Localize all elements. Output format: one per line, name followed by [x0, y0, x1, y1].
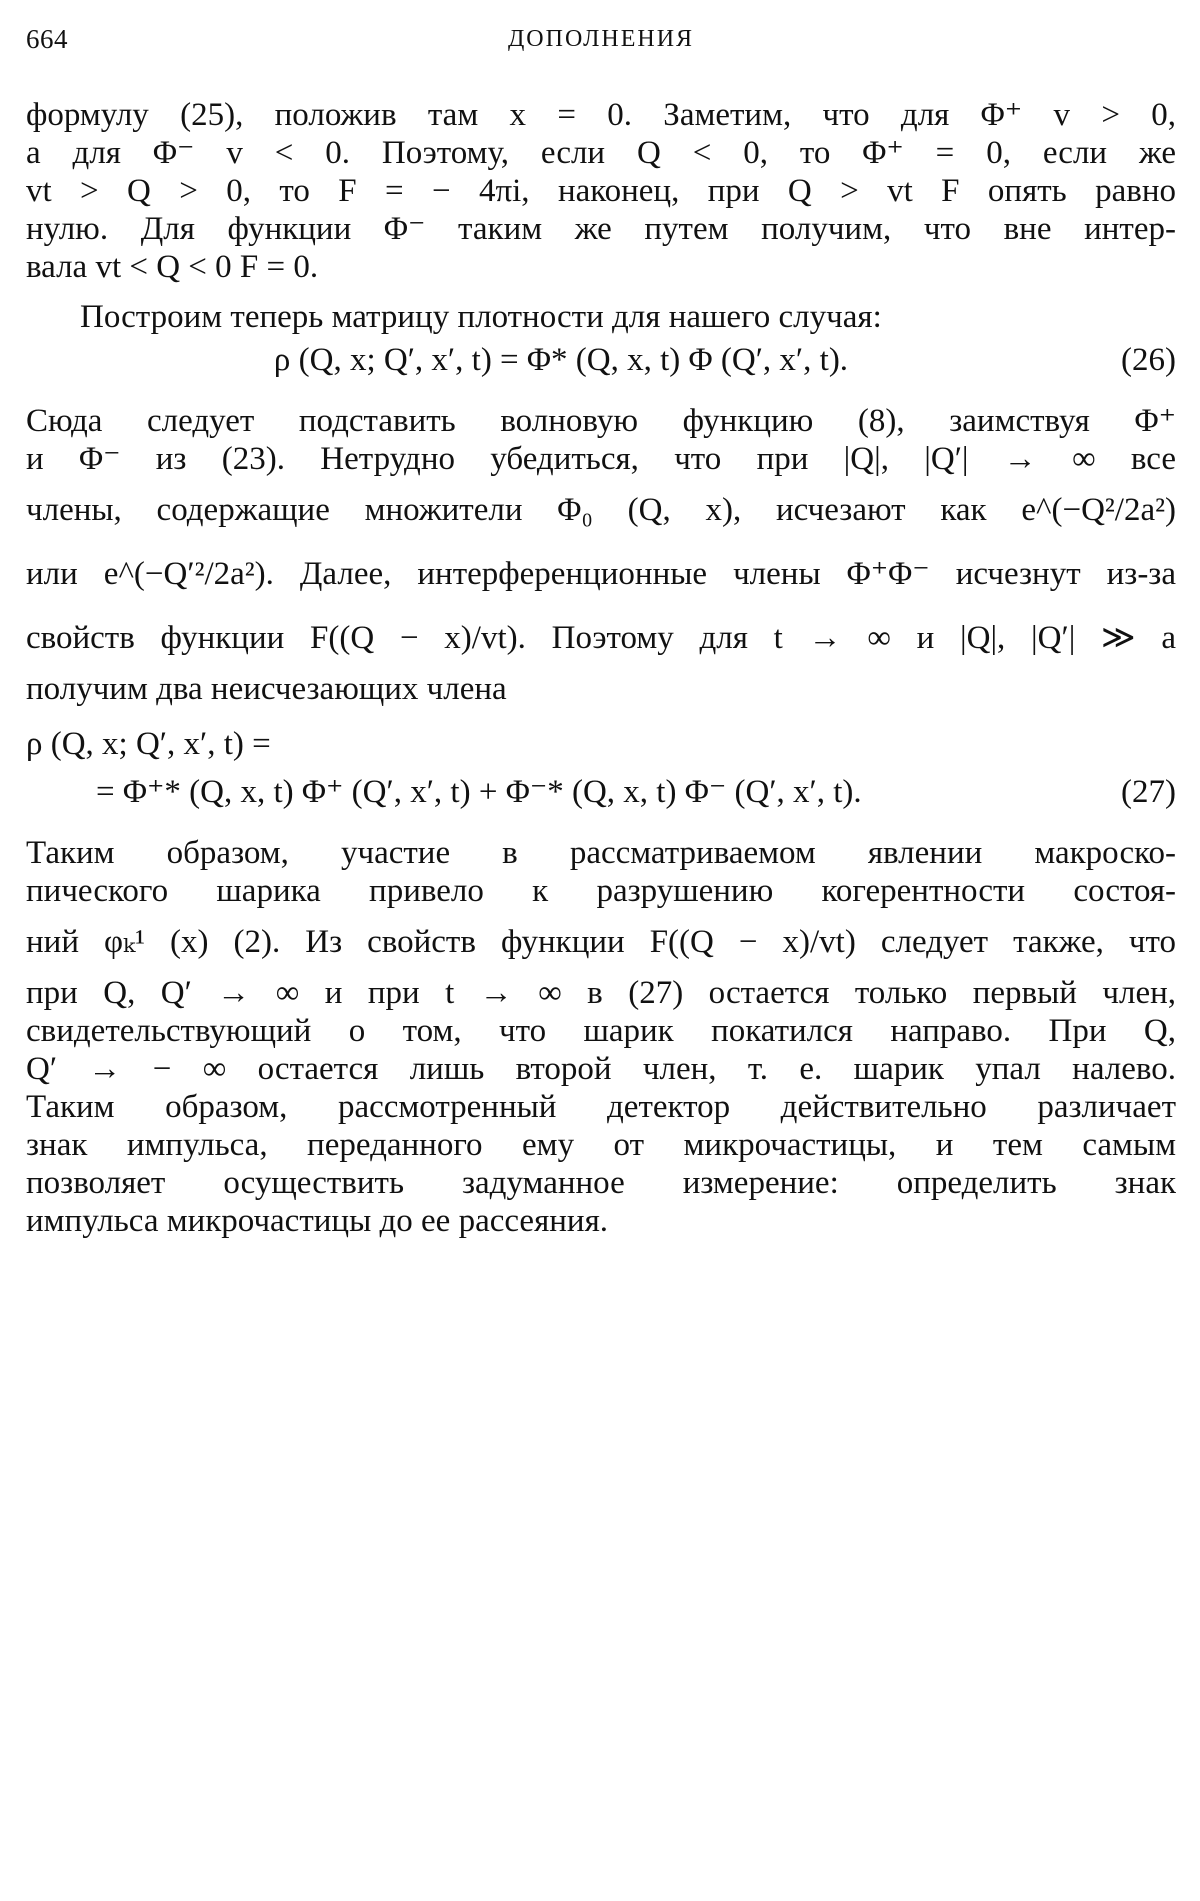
book-page — [26, 18, 1176, 1239]
paragraph-1 — [26, 96, 1176, 286]
text-line: получим два неисчезающих члена — [26, 671, 507, 707]
spacer — [26, 384, 1176, 402]
text-line: вала vt < Q < 0 F = 0. — [26, 249, 319, 285]
text-line: пического шарика привело к разрушению когерентности состоя- — [26, 873, 1176, 909]
running-head: ДОПОЛНЕНИЯ — [507, 26, 695, 52]
text-line: Q′ → − ∞ остается лишь второй член, т. е. шарик упал налево. — [26, 1051, 1176, 1087]
text-line: Таким образом, участие в рассматриваемом явлении макроско- — [26, 835, 1176, 871]
main-text — [26, 96, 1176, 1240]
equation-number: (27) — [1121, 774, 1176, 810]
text-line: свойств функции F((Q − x)/vt). Поэтому для t → ∞ и |Q|, |Q′| ≫ a — [26, 620, 1176, 656]
text-line: члены, содержащие множители Φ₀ (Q, x), исчезают как e^(−Q²/2a²) — [26, 492, 1176, 528]
paragraph-4 — [26, 834, 1176, 1240]
text-line: нулю. Для функции Φ⁻ таким же путем получим, что вне интер- — [26, 211, 1176, 247]
text-line: или e^(−Q′²/2a²). Далее, интерференционные члены Φ⁺Φ⁻ исчезнут из-за — [26, 556, 1176, 592]
equation-text: ρ (Q, x; Q′, x′, t) = Φ* (Q, x, t) Φ (Q′, x′, t). — [273, 342, 849, 378]
text-line: ний φₖ¹ (x) (2). Из свойств функции F((Q − x)/vt) следует также, что — [26, 924, 1176, 960]
text-line: знак импульса, переданного ему от микрочастицы, и тем самым — [26, 1127, 1176, 1163]
paragraph-2 — [26, 298, 1176, 336]
equation-line — [26, 720, 1176, 768]
equation-number: (26) — [1121, 342, 1176, 378]
text-line: vt > Q > 0, то F = − 4πi, наконец, при Q > vt F опять равно — [26, 173, 1176, 209]
page-header — [26, 18, 1176, 62]
equation-text: ρ (Q, x; Q′, x′, t) = — [26, 726, 271, 762]
text-line: позволяет осуществить задуманное измерение: определить знак — [26, 1165, 1176, 1201]
equation-line — [26, 768, 1176, 816]
text-line: а для Φ⁻ v < 0. Поэтому, если Q < 0, то Φ⁺ = 0, если же — [26, 135, 1176, 171]
text-line: свидетельствующий о том, что шарик покатился направо. При Q, — [26, 1013, 1176, 1049]
text-line: импульса микрочастицы до ее рассеяния. — [26, 1203, 608, 1239]
equation-27 — [26, 720, 1176, 816]
equation-26 — [26, 336, 1176, 384]
text-line: Сюда следует подставить волновую функцию (8), заимствуя Φ⁺ — [26, 403, 1176, 439]
spacer — [26, 708, 1176, 720]
paragraph-3 — [26, 402, 1176, 708]
text-line: Построим теперь матрицу плотности для нашего случая: — [80, 299, 882, 335]
equation-text: = Φ⁺* (Q, x, t) Φ⁺ (Q′, x′, t) + Φ⁻* (Q, x, t) Φ⁻ (Q′, x′, t). — [96, 774, 862, 810]
text-line: и Φ⁻ из (23). Нетрудно убедиться, что при |Q|, |Q′| → ∞ все — [26, 441, 1176, 477]
text-line: при Q, Q′ → ∞ и при t → ∞ в (27) остается только первый член, — [26, 975, 1176, 1011]
spacer — [26, 816, 1176, 834]
text-line: Таким образом, рассмотренный детектор действительно различает — [26, 1089, 1176, 1125]
text-line: формулу (25), положив там x = 0. Заметим, что для Φ⁺ v > 0, — [26, 97, 1176, 133]
page-number: 664 — [26, 24, 68, 54]
spacer — [26, 286, 1176, 298]
